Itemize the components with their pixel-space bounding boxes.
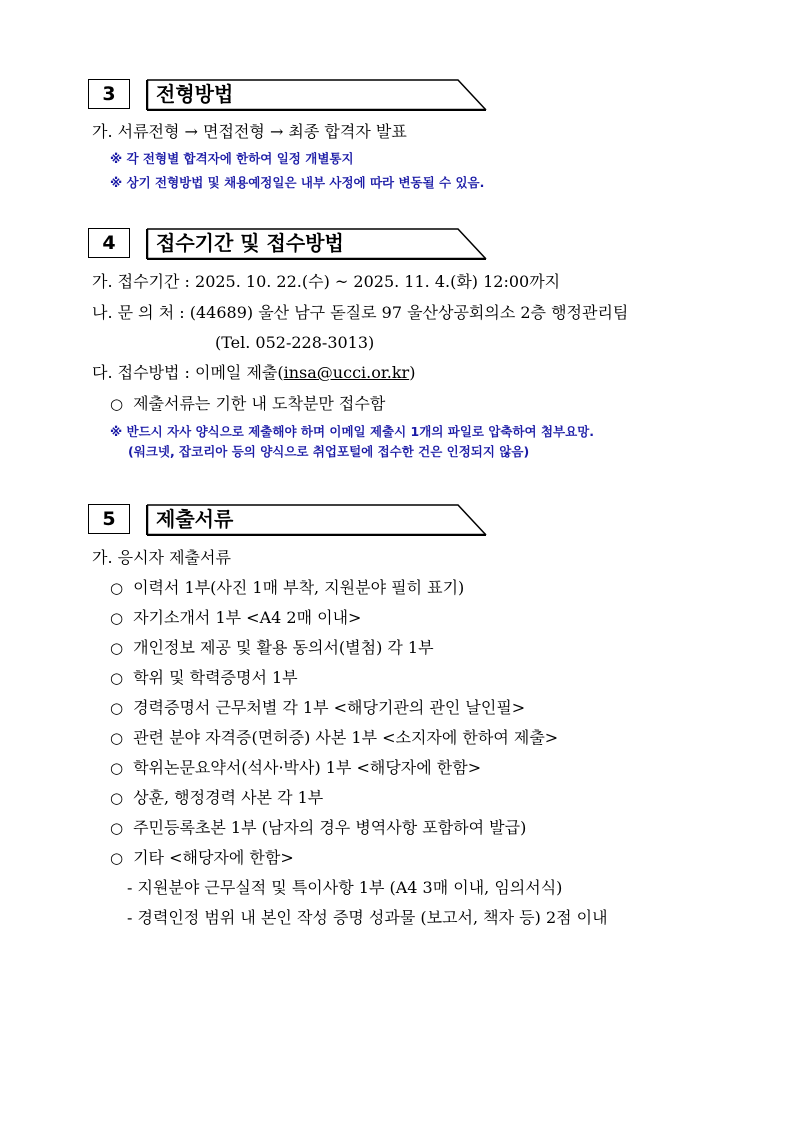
sub-list-item: - 지원분야 근무실적 및 특이사항 1부 (A4 3매 이내, 임의서식) [127,878,563,897]
circle-bullet-icon: ○ [110,819,124,837]
section-number-box: 3 [88,79,130,109]
section-4-bullet [110,394,385,414]
list-item [110,668,298,688]
list-item [110,638,434,658]
section-4-item-b: 나. 문 의 처 : (44689) 울산 남구 돋질로 97 울산상공회의소 2층 행정관리팀 [92,303,629,322]
list-item [110,848,294,868]
email-link[interactable]: insa@ucci.or.kr [283,363,410,382]
circle-bullet-icon: ○ [110,849,124,867]
list-item-text: 상훈, 행정경력 사본 각 1부 [133,788,324,807]
section-4-note-2: (워크넷, 잡코리아 등의 양식으로 취업포털에 접수한 건은 인정되지 않음) [128,444,530,459]
circle-bullet-icon: ○ [110,759,124,777]
section-title: 제출서류 [156,507,234,531]
list-item-text: 주민등록초본 1부 (남자의 경우 병역사항 포함하여 발급) [133,818,527,837]
section-3-header [88,79,488,113]
section-4-note-1: ※ 반드시 자사 양식으로 제출해야 하며 이메일 제출시 1개의 파일로 압축하여 첨부요망. [110,424,595,439]
list-item [110,728,558,748]
section-4-item-b-tel: (Tel. 052-228-3013) [215,333,375,352]
circle-bullet-icon: ○ [110,579,124,597]
paren-close: ) [409,363,416,382]
section-title: 접수기간 및 접수방법 [156,231,344,255]
section-4-header [88,228,488,262]
section-3-note-2: ※ 상기 전형방법 및 채용예정일은 내부 사정에 따라 변동될 수 있음. [110,175,485,190]
list-item-text: 이력서 1부(사진 1매 부착, 지원분야 필히 표기) [133,578,465,597]
list-item [110,698,525,718]
sub-list-item: - 경력인정 범위 내 본인 작성 증명 성과물 (보고서, 책자 등) 2점 이내 [127,908,608,927]
list-item-text: 관련 분야 자격증(면허증) 사본 1부 <소지자에 한하여 제출> [133,728,559,747]
section-number-box: 5 [88,504,130,534]
circle-bullet-icon: ○ [110,609,124,627]
section-3-note-1: ※ 각 전형별 합격자에 한하여 일정 개별통지 [110,151,354,166]
section-3-item-a: 가. 서류전형 → 면접전형 → 최종 합격자 발표 [92,122,407,141]
circle-bullet-icon: ○ [110,729,124,747]
circle-bullet-icon: ○ [110,669,124,687]
circle-bullet-icon: ○ [110,789,124,807]
circle-bullet-icon: ○ [110,639,124,657]
list-item [110,818,526,838]
section-number-box: 4 [88,228,130,258]
list-item-text: 개인정보 제공 및 활용 동의서(별첨) 각 1부 [133,638,434,657]
section-title: 전형방법 [156,82,234,106]
list-item-text: 기타 <해당자에 한함> [133,848,294,867]
bullet-text: 제출서류는 기한 내 도착분만 접수함 [133,394,386,413]
section-4-item-a: 가. 접수기간 : 2025. 10. 22.(수) ~ 2025. 11. 4.(화) 12:00까지 [92,272,561,291]
circle-bullet-icon: ○ [110,699,124,717]
list-item [110,578,464,598]
list-item-text: 학위 및 학력증명서 1부 [133,668,298,687]
list-item-text: 자기소개서 1부 <A4 2매 이내> [133,608,362,627]
list-item [110,608,361,628]
circle-bullet-icon: ○ [110,395,124,413]
list-item-text: 학위논문요약서(석사·박사) 1부 <해당자에 한함> [133,758,482,777]
section-5-header [88,504,488,538]
section-4-item-c [92,363,415,383]
submission-method-label: 다. 접수방법 : 이메일 제출( [92,363,284,382]
list-item [110,758,481,778]
section-5-item-a: 가. 응시자 제출서류 [92,548,231,567]
list-item-text: 경력증명서 근무처별 각 1부 <해당기관의 관인 날인필> [133,698,526,717]
list-item [110,788,323,808]
